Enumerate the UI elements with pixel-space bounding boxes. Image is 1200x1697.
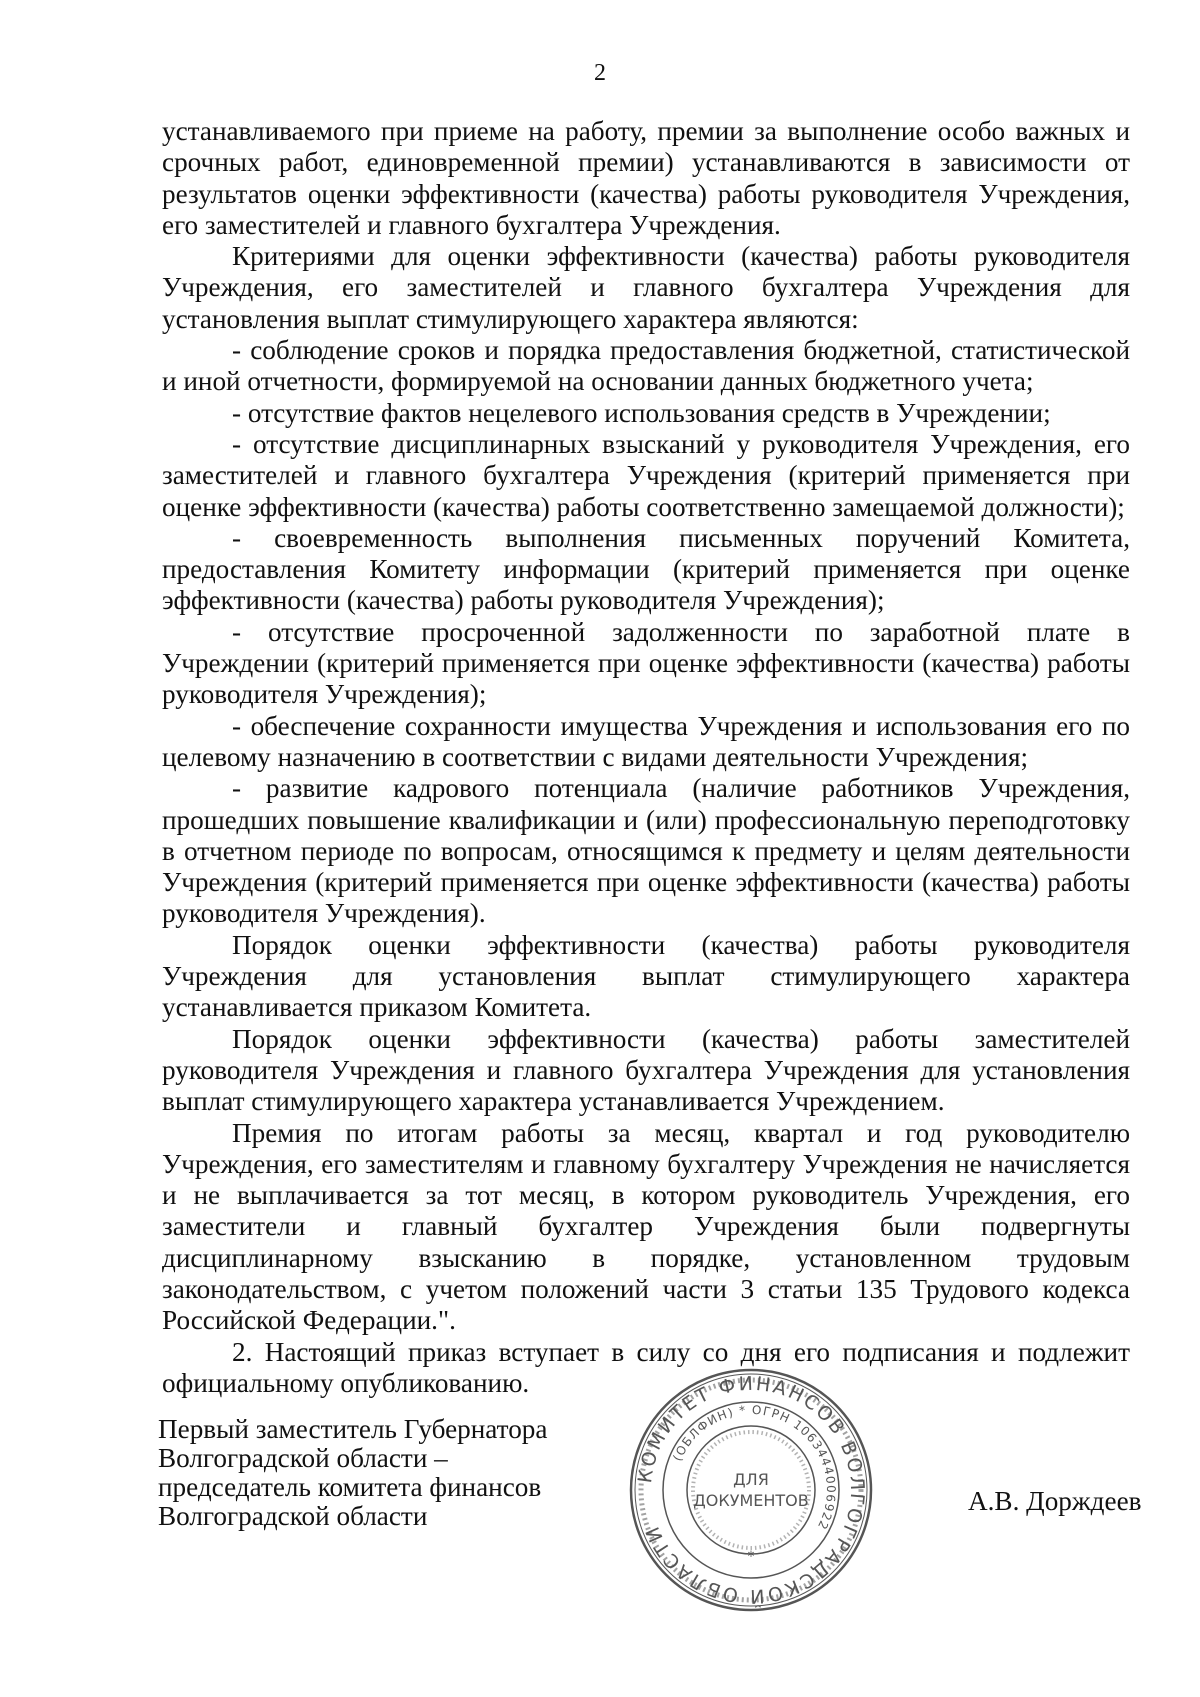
seal-center-line: ДЛЯ [733,1470,769,1489]
signatory-name: А.В. Дорждеев [968,1486,1142,1516]
signatory-position [158,1415,588,1531]
criteria-item: - развитие кадрового потенциала (наличие работников Учреждения, прошедших повышение квалификации и (или) профессиональную переподготовку в отчетном периоде по вопросам, относящимся к предмету и целям деятельности Учреждения (критерий применяется при оценке эффективности (качества) работы руководителя Учреждения). [162,773,1130,929]
seal-star-icon: * [747,1549,755,1565]
paragraph: Премия по итогам работы за месяц, квартал и год руководителю Учреждения, его заместителям и главному бухгалтеру Учреждения не начисляется и не выплачивается за тот месяц, в котором руководитель Учреждения, его заместители и главный бухгалтер Учреждения были подвергнуты дисциплинарному взысканию в порядке, установленном трудовым законодательством, с учетом положений части 3 статьи 135 Трудового кодекса Российской Федерации.". [162,1117,1130,1336]
document-body [162,116,1130,1399]
criteria-item: - отсутствие просроченной задолженности по заработной плате в Учреждении (критерий применяется при оценке эффективности (качества) работы руководителя Учреждения); [162,616,1130,710]
paragraph: Критериями для оценки эффективности (качества) работы руководителя Учреждения, его заместителей и главного бухгалтера Учреждения для установления выплат стимулирующего характера являются: [162,241,1130,334]
criteria-item: - отсутствие фактов нецелевого использования средств в Учреждении; [232,397,1051,428]
page-number: 2 [594,60,606,86]
seal-center-line: ДОКУМЕНТОВ [693,1491,809,1510]
criteria-item: - обеспечение сохранности имущества Учреждения и использования его по целевому назначению в соответствии с видами деятельности Учреждения; [162,710,1130,772]
criteria-item: - соблюдение сроков и порядка предоставления бюджетной, статистической и иной отчетности, формируемой на основании данных бюджетного учета; [162,335,1130,397]
signatory-position-line: председатель комитета финансов [158,1472,542,1502]
signatory-position-line: Волгоградской области [158,1501,428,1531]
official-seal [626,1365,876,1615]
signatory-position-line: Первый заместитель Губернатора [158,1414,548,1444]
signatory-position-line: Волгоградской области – [158,1443,448,1473]
seal-inner-text: (ОБЛФИН) * ОГРН 1063444006922 [670,1402,839,1533]
paragraph: 2. Настоящий приказ вступает в силу со дня его подписания и подлежит официальному опубликованию. [162,1336,1130,1398]
criteria-item: - отсутствие дисциплинарных взысканий у руководителя Учреждения, его заместителей и главного бухгалтера Учреждения (критерий применяется при оценке эффективности (качества) работы соответственно замещаемой должности); [162,428,1130,522]
paragraph: Порядок оценки эффективности (качества) работы заместителей руководителя Учреждения и главного бухгалтера Учреждения для установления выплат стимулирующего характера устанавливается Учреждением. [162,1023,1130,1117]
criteria-item: - своевременность выполнения письменных поручений Комитета, предоставления Комитету информации (критерий применяется при оценке эффективности (качества) работы руководителя Учреждения); [162,522,1130,616]
paragraph: устанавливаемого при приеме на работу, премии за выполнение особо важных и срочных работ, единовременной премии) устанавливаются в зависимости от результатов оценки эффективности (качества) работы руководителя Учреждения, его заместителей и главного бухгалтера Учреждения. [162,116,1130,240]
paragraph: Порядок оценки эффективности (качества) работы руководителя Учреждения для установления выплат стимулирующего характера устанавливается приказом Комитета. [162,929,1130,1023]
seal-outer-text: КОМИТЕТ ФИНАНСОВ ВОЛГОГРАДСКОЙ ОБЛАСТИ [634,1372,869,1608]
